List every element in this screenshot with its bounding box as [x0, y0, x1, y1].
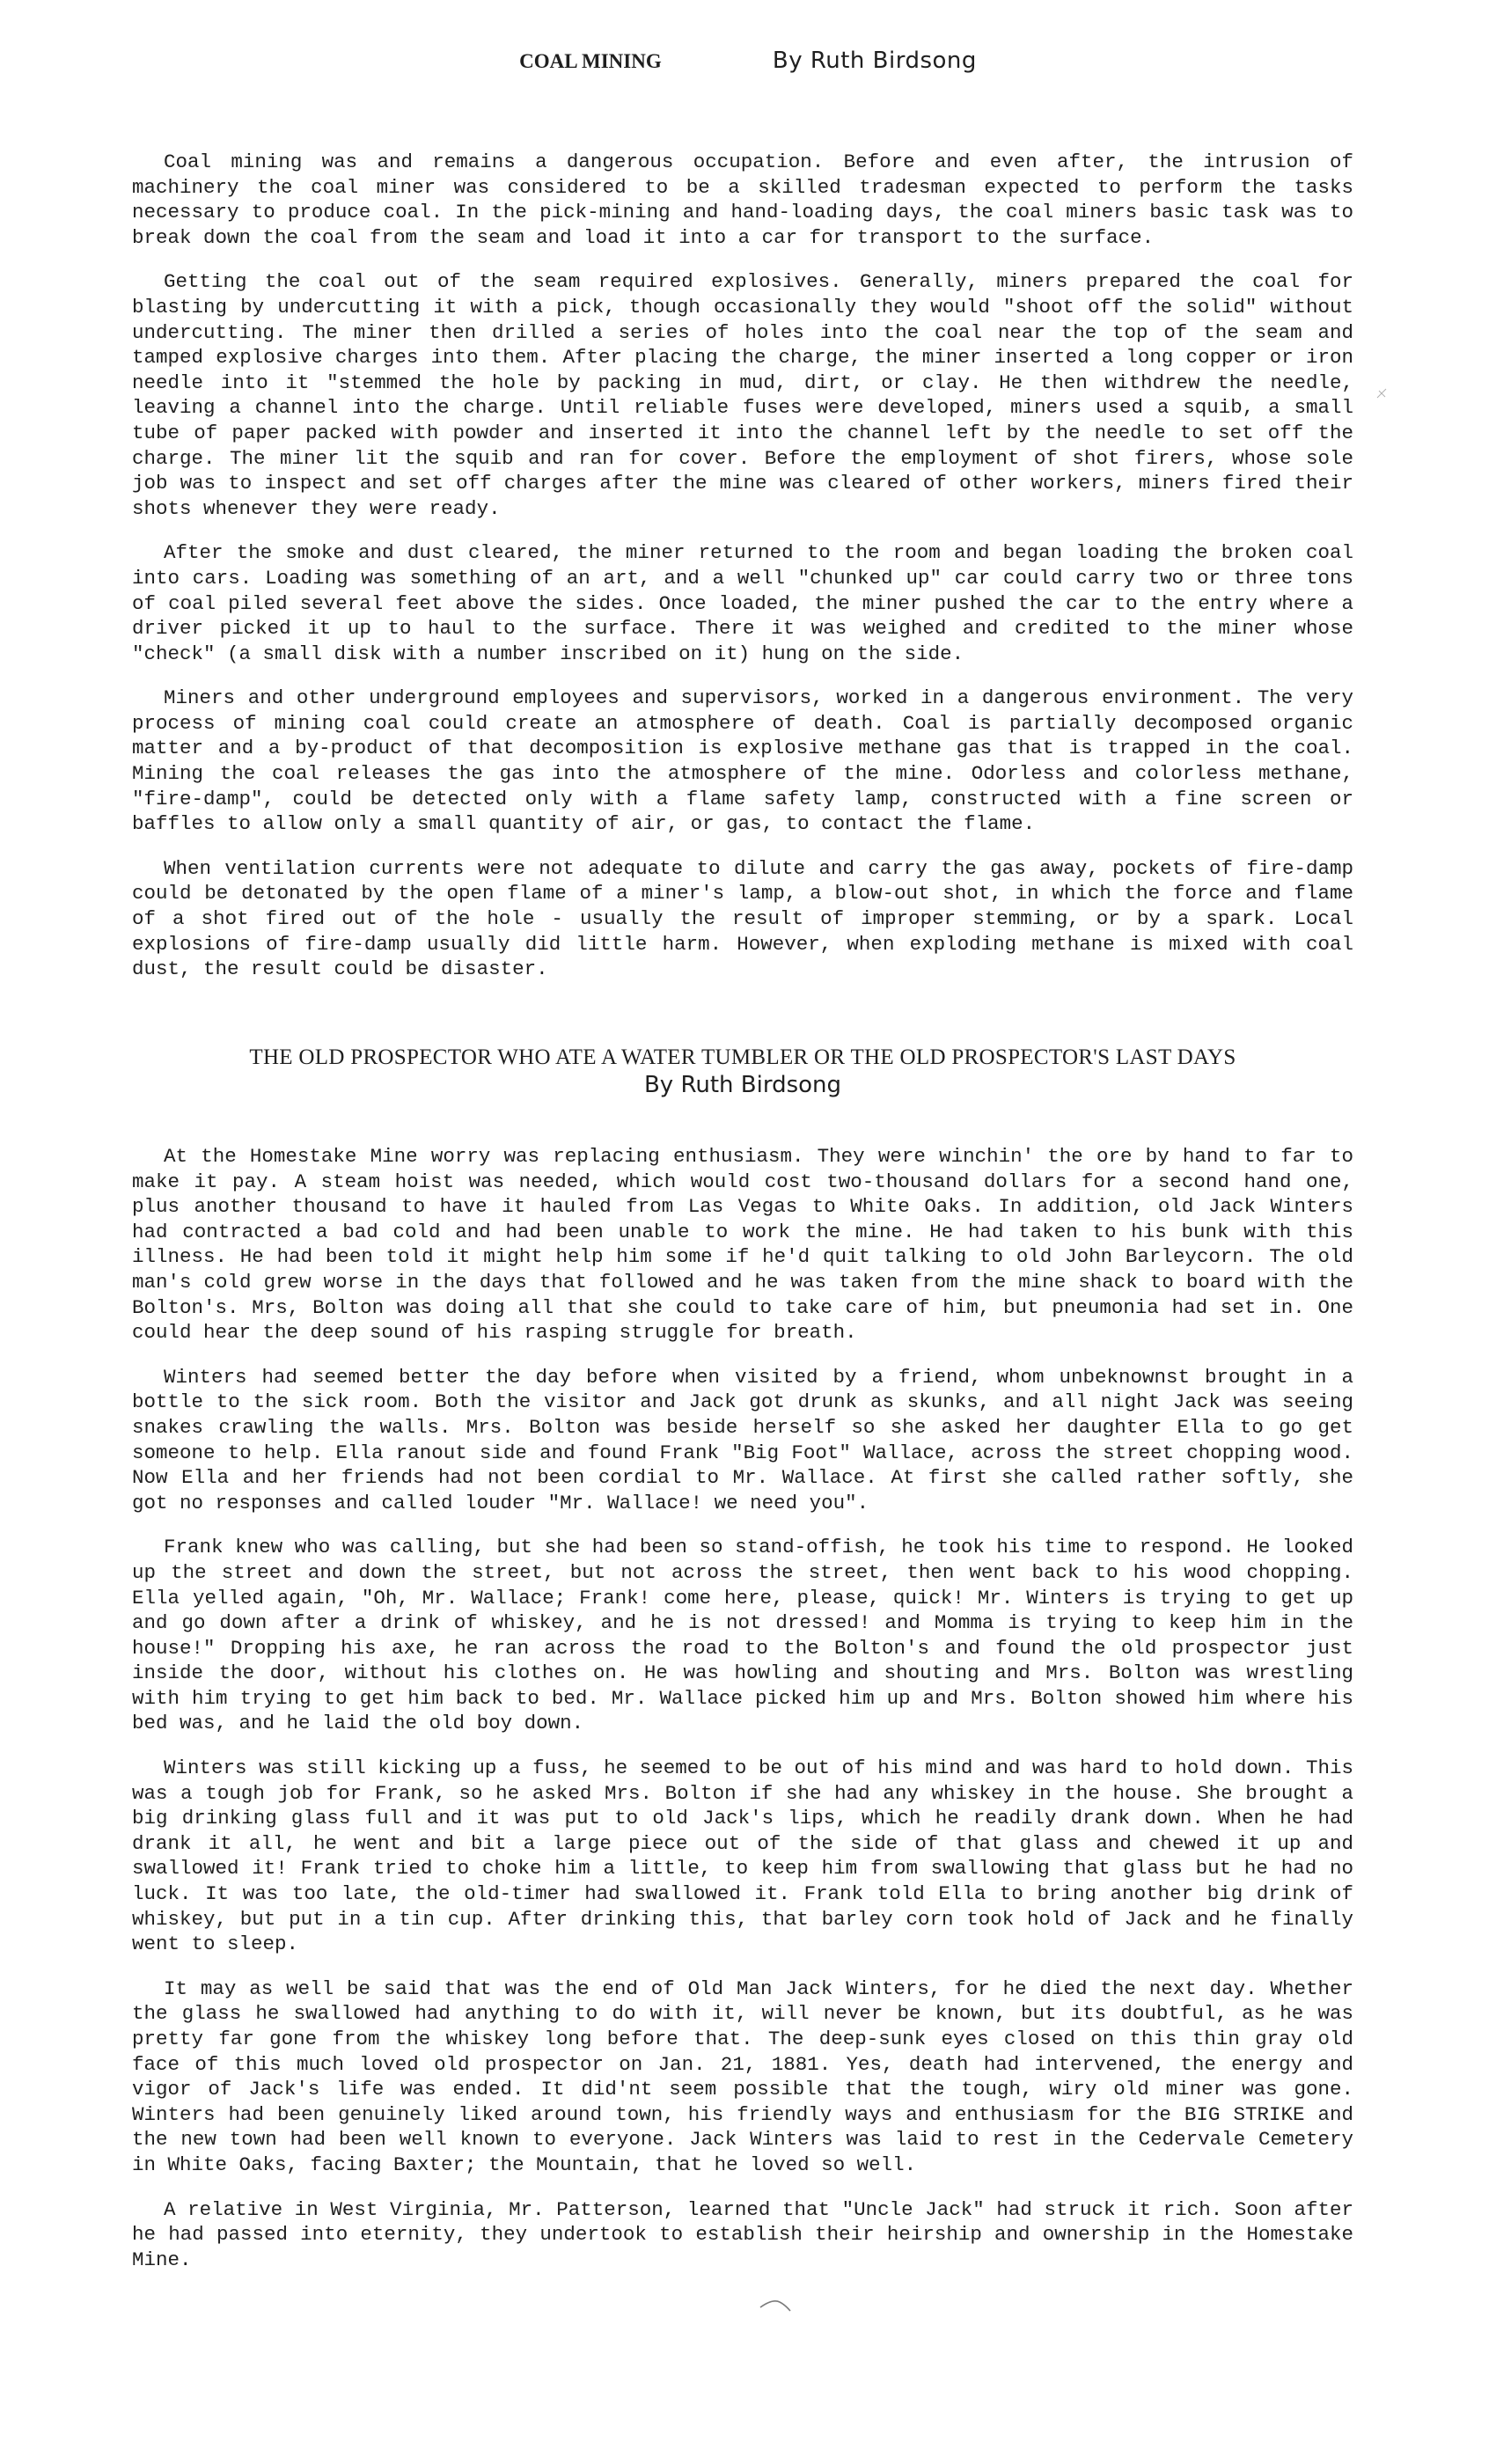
- paragraph: Miners and other underground employees and supervisors, worked in a dangerous environment. The very process of mining coal could create an atmosphere of death. Coal is partially decomposed organic matter and a by-product of that decomposition is explosive methane gas that is trapped in the coal. Mining the coal releases the gas into the atmosphere of the mine. Odorless and colorless methane, "fire-damp", could be detected only with a flame safety lamp, constructed with a fine screen or baffles to allow only a small quantity of air, or gas, to contact the flame.: [132, 686, 1353, 836]
- paragraph: Getting the coal out of the seam required explosives. Generally, miners prepared the coal for blasting by undercutting it with a pick, though occasionally they would "shoot off the solid" without undercutting. The miner then drilled a series of holes into the coal near the top of the seam and tamped explosive charges into them. After placing the charge, the miner inserted a long copper or iron needle into it "stemmed the hole by packing in mud, dirt, or clay. He then withdrew the needle, leaving a channel into the charge. Until reliable fuses were developed, miners used a squib, a small tube of paper packed with powder and inserted it into the channel left by the needle to set off the charge. The miner lit the squib and ran for cover. Before the employment of shot firers, whose sole job was to inspect and set off charges after the mine was cleared of other workers, miners fired their shots whenever they were ready.: [132, 270, 1353, 520]
- article-title: COAL MINING: [519, 50, 662, 72]
- paragraph: Winters had seemed better the day before when visited by a friend, whom unbeknownst brought in a bottle to the sick room. Both the visitor and Jack got drunk as skunks, and all night Jack was seeing snakes crawling the walls. Mrs. Bolton was beside herself so she asked her daughter Ella to go get someone to help. Ella ranout side and found Frank "Big Foot" Wallace, across the street chopping wood. Now Ella and her friends had not been cordial to Mr. Wallace. At first she called rather softly, she got no responses and called louder "Mr. Wallace! we need you".: [132, 1365, 1353, 1514]
- margin-mark-icon: [1375, 387, 1388, 400]
- old-prospector-article: [132, 1144, 1353, 2292]
- article-byline: By Ruth Birdsong: [772, 48, 977, 74]
- section-title: THE OLD PROSPECTOR WHO ATE A WATER TUMBLER OR THE OLD PROSPECTOR'S LAST DAYS: [249, 1045, 1236, 1069]
- paragraph: Winters was still kicking up a fuss, he seemed to be out of his mind and was hard to hold down. This was a tough job for Frank, so he asked Mrs. Bolton if she had any whiskey in the house. She brought a big drinking glass full and it was put to old Jack's lips, which he readily drank down. When he had drank it all, he went and bit a large piece out of the side of that glass and chewed it up and swallowed it! Frank tried to choke him a little, to keep him from swallowing that glass but he had no luck. It was too late, the old-timer had swallowed it. Frank told Ella to bring another big drink of whiskey, but put in a tin cup. After drinking this, that barley corn took hold of Jack and he finally went to sleep.: [132, 1756, 1353, 1956]
- paragraph: A relative in West Virginia, Mr. Patterson, learned that "Uncle Jack" had struck it rich. Soon after he had passed into eternity, they undertook to establish their heirship and ownership in the Homestake Mine.: [132, 2197, 1353, 2271]
- paragraph: When ventilation currents were not adequate to dilute and carry the gas away, pockets of fire-damp could be detonated by the open flame of a miner's lamp, a blow-out shot, in which the force and flame of a shot fired out of the hole - usually the result of improper stemming, or by a spark. Local explosions of fire-damp usually did little harm. However, when exploding methane is mixed with coal dust, the result could be disaster.: [132, 856, 1353, 981]
- paragraph: It may as well be said that was the end of Old Man Jack Winters, for he died the next day. Whether the glass he swallowed had anything to do with it, will never be known, but its doubtful, as he was pretty far gone from the whiskey long before that. The deep-sunk eyes closed on this thin gray old face of this much loved old prospector on Jan. 21, 1881. Yes, death had intervened, the energy and vigor of Jack's life was ended. It did'nt seem possible that the tough, wiry old miner was gone. Winters had been genuinely liked around town, his friendly ways and enthusiasm for the BIG STRIKE and the new town had been well known to everyone. Jack Winters was laid to rest in the Cedervale Cemetery in White Oaks, facing Baxter; the Mountain, that he loved so well.: [132, 1976, 1353, 2176]
- stray-pen-mark-icon: [759, 2297, 794, 2314]
- paragraph: At the Homestake Mine worry was replacing enthusiasm. They were winchin' the ore by hand to far to make it pay. A steam hoist was needed, which would cost two-thousand dollars for a second hand one, plus another thousand to have it hauled from Las Vegas to White Oaks. In addition, old Jack Winters had contracted a bad cold and had been unable to work the mine. He had taken to his bunk with this illness. He had been told it might help him some if he'd quit talking to old John Barleycorn. The old man's cold grew worse in the days that followed and he was taken from the mine shack to board with the Bolton's. Mrs, Bolton was doing all that she could to take care of him, but pneumonia had set in. One could hear the deep sound of his rasping struggle for breath.: [132, 1145, 1353, 1345]
- paragraph: Frank knew who was calling, but she had been so stand-offish, he took his time to respond. He looked up the street and down the street, but not across the street, then went back to his wood chopping. Ella yelled again, "Oh, Mr. Wallace; Frank! come here, please, quick! Mr. Winters is trying to get up and go down after a drink of whiskey, and he is not dressed! and Momma is trying to keep him in the house!" Dropping his axe, he ran across the road to the Bolton's and found the old prospector just inside the door, without his clothes on. He was howling and shouting and Mrs. Bolton was wrestling with him trying to get him back to bed. Mr. Wallace picked him up and Mrs. Bolton showed him where his bed was, and he laid the old boy down.: [132, 1536, 1353, 1735]
- page-header: [0, 48, 1496, 75]
- coal-mining-article: [132, 150, 1353, 1001]
- paragraph: After the smoke and dust cleared, the miner returned to the room and began loading the broken coal into cars. Loading was something of an art, and a well "chunked up" car could carry two or three tons of coal piled several feet above the sides. Once loaded, the miner pushed the car to the entry where a driver picked it up to haul to the surface. There it was weighed and credited to the miner whose "check" (a small disk with a number inscribed on it) hung on the side.: [132, 541, 1353, 665]
- paragraph: Coal mining was and remains a dangerous occupation. Before and even after, the intrusion of machinery the coal miner was considered to be a skilled tradesman expected to perform the tasks necessary to produce coal. In the pick-mining and hand-loading days, the coal miners basic task was to break down the coal from the seam and load it into a car for transport to the surface.: [132, 150, 1353, 249]
- section-byline: By Ruth Birdsong: [643, 1072, 842, 1098]
